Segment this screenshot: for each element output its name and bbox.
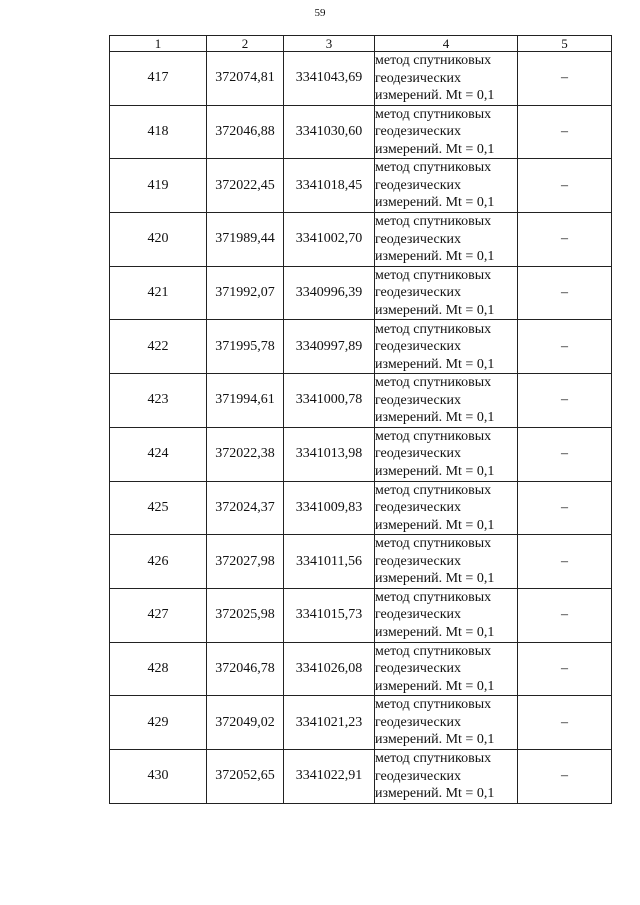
- method-line: геодезических: [375, 768, 462, 784]
- page-number: 59: [314, 7, 326, 19]
- coord-x-cell: 372024,37: [207, 481, 284, 535]
- method-line: измерений. Mt = 0,1: [375, 141, 495, 157]
- table-row: [110, 213, 612, 267]
- coord-y-cell: 3341002,70: [284, 213, 375, 267]
- note-cell: –: [518, 749, 612, 803]
- coord-y-cell: 3341022,91: [284, 749, 375, 803]
- method-line: измерений. Mt = 0,1: [375, 88, 495, 104]
- coord-y-cell: 3341030,60: [284, 105, 375, 159]
- method-cell: [375, 588, 518, 642]
- method-line: метод спутниковых: [375, 375, 492, 391]
- point-number-cell: 419: [110, 159, 207, 213]
- coord-y-cell: 3341021,23: [284, 696, 375, 750]
- coord-x-cell: 372027,98: [207, 535, 284, 589]
- point-number-cell: 425: [110, 481, 207, 535]
- method-line: геодезических: [375, 607, 462, 623]
- method-line: метод спутниковых: [375, 536, 492, 552]
- table-row: [110, 320, 612, 374]
- point-number-cell: 420: [110, 213, 207, 267]
- point-number-cell: 427: [110, 588, 207, 642]
- table-row: [110, 696, 612, 750]
- coord-x-cell: 371995,78: [207, 320, 284, 374]
- table-row: [110, 535, 612, 589]
- point-number-cell: 422: [110, 320, 207, 374]
- coord-x-cell: 372049,02: [207, 696, 284, 750]
- table-row: [110, 749, 612, 803]
- coord-x-cell: 372046,78: [207, 642, 284, 696]
- table-row: [110, 266, 612, 320]
- method-line: метод спутниковых: [375, 160, 492, 176]
- note-cell: –: [518, 696, 612, 750]
- note-cell: –: [518, 535, 612, 589]
- method-line: измерений. Mt = 0,1: [375, 624, 495, 640]
- method-line: геодезических: [375, 339, 462, 355]
- method-line: геодезических: [375, 177, 462, 193]
- table-row: [110, 52, 612, 106]
- method-line: измерений. Mt = 0,1: [375, 517, 495, 533]
- method-line: метод спутниковых: [375, 321, 492, 337]
- method-line: измерений. Mt = 0,1: [375, 571, 495, 587]
- coord-y-cell: 3341000,78: [284, 374, 375, 428]
- coord-x-cell: 372022,38: [207, 427, 284, 481]
- point-number-cell: 421: [110, 266, 207, 320]
- coord-x-cell: 372046,88: [207, 105, 284, 159]
- coord-x-cell: 372052,65: [207, 749, 284, 803]
- method-line: геодезических: [375, 231, 462, 247]
- table-row: [110, 374, 612, 428]
- point-number-cell: 429: [110, 696, 207, 750]
- column-header: 5: [518, 36, 612, 52]
- coord-x-cell: 371989,44: [207, 213, 284, 267]
- note-cell: –: [518, 52, 612, 106]
- method-cell: [375, 374, 518, 428]
- method-cell: [375, 320, 518, 374]
- method-line: геодезических: [375, 500, 462, 516]
- coord-y-cell: 3341013,98: [284, 427, 375, 481]
- coord-y-cell: 3341026,08: [284, 642, 375, 696]
- point-number-cell: 417: [110, 52, 207, 106]
- method-cell: [375, 52, 518, 106]
- table-row: [110, 159, 612, 213]
- method-line: геодезических: [375, 446, 462, 462]
- coord-y-cell: 3341009,83: [284, 481, 375, 535]
- note-cell: –: [518, 481, 612, 535]
- method-line: геодезических: [375, 70, 462, 86]
- method-cell: [375, 266, 518, 320]
- point-number-cell: 430: [110, 749, 207, 803]
- coord-x-cell: 372025,98: [207, 588, 284, 642]
- method-line: измерений. Mt = 0,1: [375, 195, 495, 211]
- method-line: измерений. Mt = 0,1: [375, 302, 495, 318]
- method-cell: [375, 159, 518, 213]
- table-row: [110, 105, 612, 159]
- method-line: измерений. Mt = 0,1: [375, 410, 495, 426]
- method-cell: [375, 749, 518, 803]
- point-number-cell: 428: [110, 642, 207, 696]
- method-line: метод спутниковых: [375, 751, 492, 767]
- column-header: 2: [207, 36, 284, 52]
- method-line: измерений. Mt = 0,1: [375, 678, 495, 694]
- coordinates-table: [109, 35, 612, 804]
- point-number-cell: 423: [110, 374, 207, 428]
- method-line: метод спутниковых: [375, 428, 492, 444]
- coord-y-cell: 3341043,69: [284, 52, 375, 106]
- column-header: 4: [375, 36, 518, 52]
- method-line: измерений. Mt = 0,1: [375, 356, 495, 372]
- point-number-cell: 426: [110, 535, 207, 589]
- coord-x-cell: 371992,07: [207, 266, 284, 320]
- method-cell: [375, 642, 518, 696]
- column-header: 3: [284, 36, 375, 52]
- method-line: измерений. Mt = 0,1: [375, 463, 495, 479]
- method-line: метод спутниковых: [375, 589, 492, 605]
- coord-x-cell: 372022,45: [207, 159, 284, 213]
- header-row: [110, 36, 612, 52]
- method-cell: [375, 481, 518, 535]
- coord-y-cell: 3341018,45: [284, 159, 375, 213]
- method-cell: [375, 535, 518, 589]
- method-cell: [375, 105, 518, 159]
- coord-x-cell: 372074,81: [207, 52, 284, 106]
- method-line: геодезических: [375, 392, 462, 408]
- note-cell: –: [518, 213, 612, 267]
- method-line: измерений. Mt = 0,1: [375, 786, 495, 802]
- coord-y-cell: 3340997,89: [284, 320, 375, 374]
- note-cell: –: [518, 642, 612, 696]
- note-cell: –: [518, 320, 612, 374]
- method-line: измерений. Mt = 0,1: [375, 249, 495, 265]
- method-line: геодезических: [375, 661, 462, 677]
- table-row: [110, 427, 612, 481]
- method-line: метод спутниковых: [375, 214, 492, 230]
- method-cell: [375, 427, 518, 481]
- method-line: метод спутниковых: [375, 697, 492, 713]
- note-cell: –: [518, 374, 612, 428]
- table-row: [110, 642, 612, 696]
- note-cell: –: [518, 588, 612, 642]
- method-line: измерений. Mt = 0,1: [375, 732, 495, 748]
- table-row: [110, 588, 612, 642]
- method-cell: [375, 213, 518, 267]
- method-line: метод спутниковых: [375, 53, 492, 69]
- note-cell: –: [518, 159, 612, 213]
- method-line: метод спутниковых: [375, 643, 492, 659]
- note-cell: –: [518, 105, 612, 159]
- point-number-cell: 418: [110, 105, 207, 159]
- method-cell: [375, 696, 518, 750]
- method-line: геодезических: [375, 124, 462, 140]
- method-line: геодезических: [375, 553, 462, 569]
- coord-x-cell: 371994,61: [207, 374, 284, 428]
- coord-y-cell: 3340996,39: [284, 266, 375, 320]
- note-cell: –: [518, 266, 612, 320]
- table-row: [110, 481, 612, 535]
- method-line: метод спутниковых: [375, 267, 492, 283]
- method-line: геодезических: [375, 714, 462, 730]
- point-number-cell: 424: [110, 427, 207, 481]
- column-header: 1: [110, 36, 207, 52]
- coord-y-cell: 3341011,56: [284, 535, 375, 589]
- method-line: метод спутниковых: [375, 482, 492, 498]
- method-line: геодезических: [375, 285, 462, 301]
- note-cell: –: [518, 427, 612, 481]
- method-line: метод спутниковых: [375, 106, 492, 122]
- coord-y-cell: 3341015,73: [284, 588, 375, 642]
